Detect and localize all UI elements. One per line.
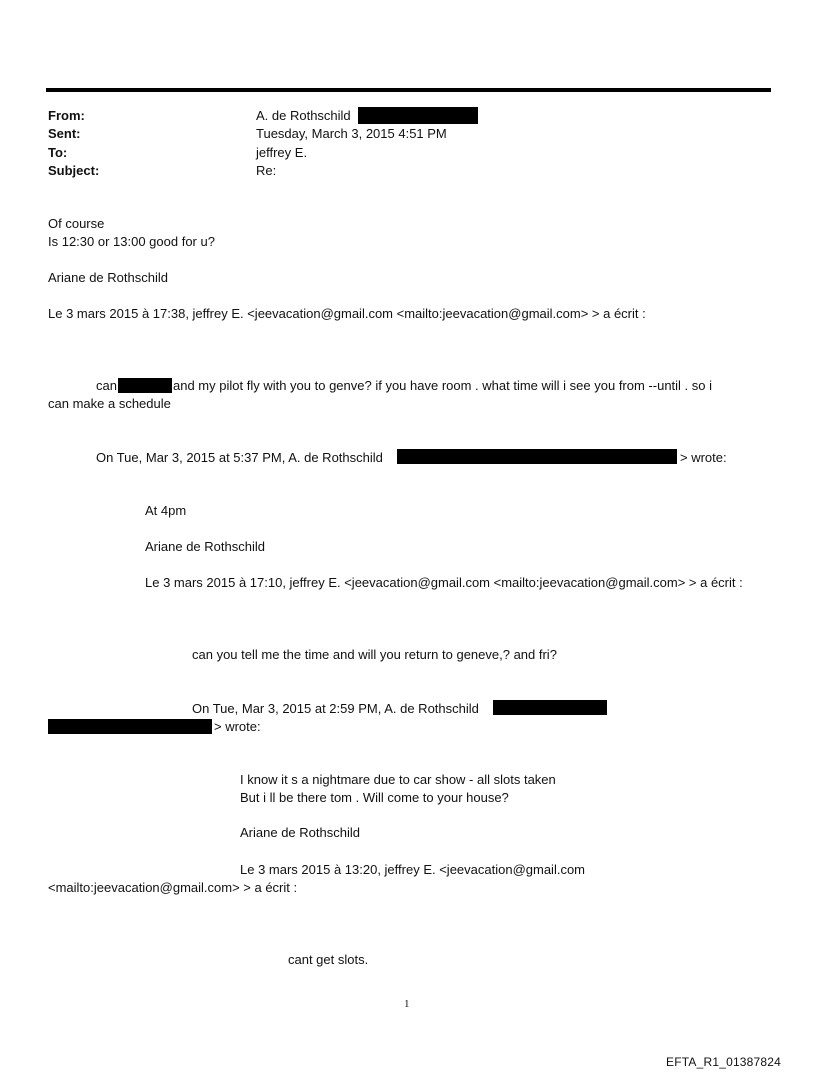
page-number: 1 (404, 998, 410, 1010)
redaction-box (397, 449, 677, 464)
to-value: jeffrey E. (256, 145, 308, 160)
to-label: To: (48, 145, 68, 160)
signature: Ariane de Rothschild (145, 539, 265, 554)
body-line: cant get slots. (288, 952, 369, 967)
redaction-box (48, 719, 212, 734)
redaction-box (493, 700, 607, 715)
sent-label: Sent: (48, 126, 81, 141)
header-rule (46, 88, 771, 92)
bates-number: EFTA_R1_01387824 (666, 1055, 782, 1069)
subject-label: Subject: (48, 163, 100, 178)
body-line: I know it s a nightmare due to car show - all slots taken (240, 772, 556, 787)
body-line: Of course (48, 216, 105, 231)
body-line: But i ll be there tom . Will come to your house? (240, 790, 509, 805)
redaction-box (358, 107, 478, 124)
quote-header: Le 3 mars 2015 à 17:10, jeffrey E. <jeevacation@gmail.com <mailto:jeevacation@gmail.com> > a écrit : (145, 575, 743, 590)
redaction-box (118, 378, 172, 393)
body-line: can you tell me the time and will you return to geneve,? and fri? (192, 647, 557, 662)
from-value: A. de Rothschild (256, 108, 351, 123)
signature: Ariane de Rothschild (240, 825, 360, 840)
signature: Ariane de Rothschild (48, 270, 168, 285)
quote-header: On Tue, Mar 3, 2015 at 2:59 PM, A. de Rothschild (192, 701, 479, 716)
body-line: can make a schedule (48, 396, 171, 411)
quote-header: <mailto:jeevacation@gmail.com> > a écrit : (48, 880, 298, 895)
quote-header: Le 3 mars 2015 à 13:20, jeffrey E. <jeevacation@gmail.com (240, 862, 586, 877)
quote-header: Le 3 mars 2015 à 17:38, jeffrey E. <jeevacation@gmail.com <mailto:jeevacation@gmail.com> > a écrit : (48, 306, 646, 321)
subject-value: Re: (256, 163, 277, 178)
sent-value: Tuesday, March 3, 2015 4:51 PM (256, 126, 447, 141)
quote-header: > wrote: (680, 450, 727, 465)
body-line: can (96, 378, 117, 393)
quote-header: > wrote: (214, 719, 261, 734)
quote-header: On Tue, Mar 3, 2015 at 5:37 PM, A. de Rothschild (96, 450, 383, 465)
body-line: At 4pm (145, 503, 187, 518)
from-label: From: (48, 108, 85, 123)
body-line: and my pilot fly with you to genve? if you have room . what time will i see you from --until . so i (173, 378, 713, 393)
body-line: Is 12:30 or 13:00 good for u? (48, 234, 215, 249)
